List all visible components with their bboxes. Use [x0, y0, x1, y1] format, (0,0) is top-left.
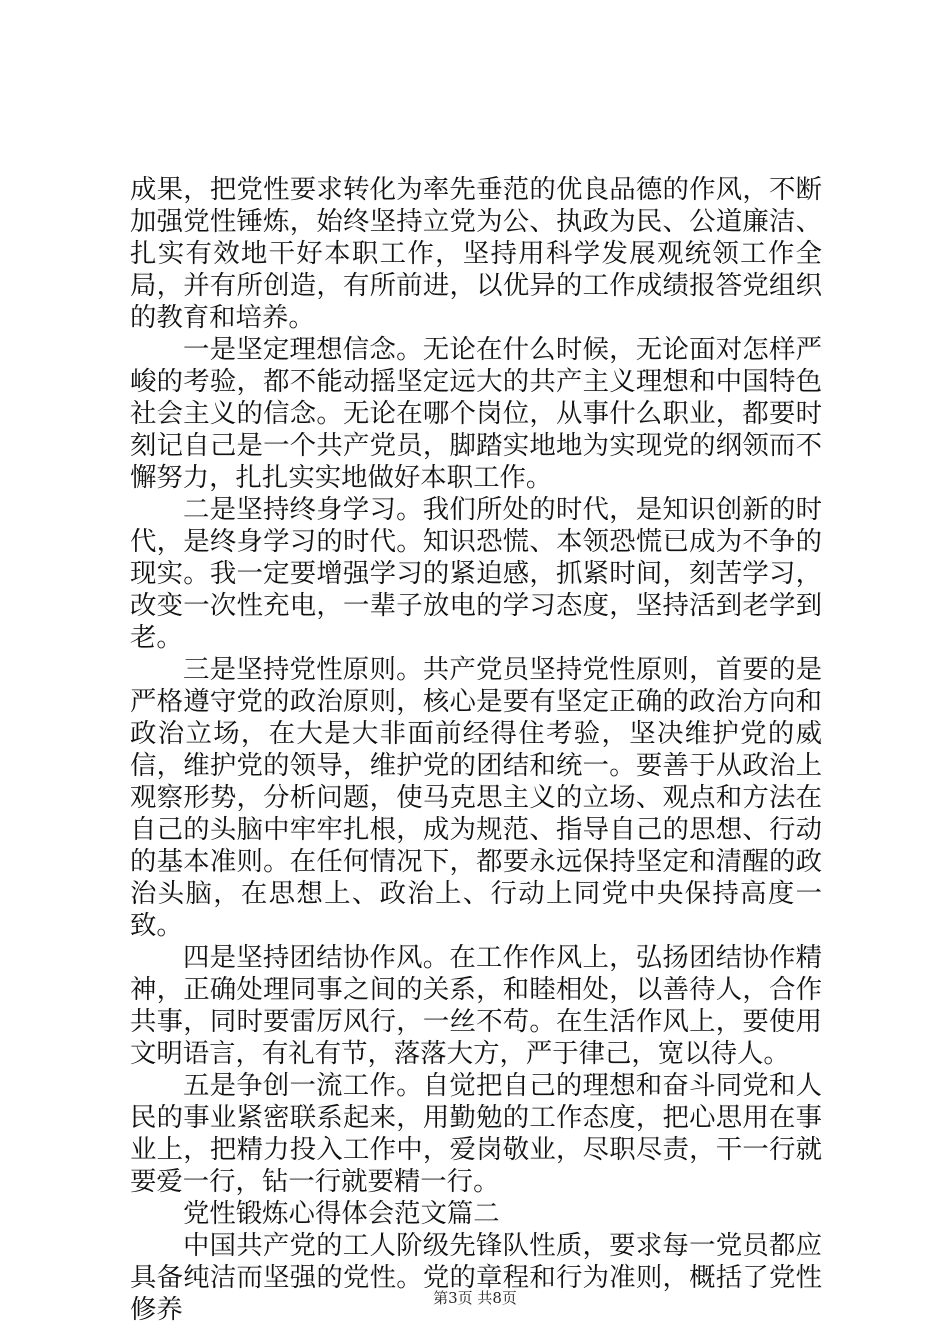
paragraph-party-principles: 三是坚持党性原则。共产党员坚持党性原则，首要的是严格遵守党的政治原则，核心是要有坚定正确的政治方向和政治立场，在大是大非面前经得住考验，坚决维护党的威信，维护党的领导，维护党的团结和统一。要善于从政治上观察形势，分析问题，使马克思主义的立场、观点和方法在自己的头脑中牢牢扎根，成为规范、指导自己的思想、行动的基本准则。在任何情况下，都要永远保持坚定和清醒的政治头脑，在思想上、政治上、行动上同党中央保持高度一致。 [130, 654, 822, 941]
paragraph-section-two-intro: 中国共产党的工人阶级先锋队性质，要求每一党员都应具备纯洁而坚强的党性。党的章程和行为准则，概括了党性修养 [130, 1230, 822, 1325]
paragraph-intro-continuation: 成果，把党性要求转化为率先垂范的优良品德的作风，不断加强党性锤炼，始终坚持立党为公、执政为民、公道廉洁、扎实有效地干好本职工作，坚持用科学发展观统领工作全局，并有所创造，有所前进，以优异的工作成绩报答党组织的教育和培养。 [130, 174, 822, 333]
document-body [130, 174, 822, 1326]
paragraph-ideals-belief: 一是坚定理想信念。无论在什么时候，无论面对怎样严峻的考验，都不能动摇坚定远大的共产主义理想和中国特色社会主义的信念。无论在哪个岗位，从事什么职业，都要时刻记自己是一个共产党员，脚踏实地地为实现党的纲领而不懈努力，扎扎实实地做好本职工作。 [130, 334, 822, 493]
section-heading: 党性锻炼心得体会范文篇二 [183, 1198, 500, 1229]
paragraph-first-class-work: 五是争创一流工作。自觉把自己的理想和奋斗同党和人民的事业紧密联系起来，用勤勉的工作态度，把心思用在事业上，把精力投入工作中，爱岗敬业，尽职尽责，干一行就要爱一行，钻一行就要精一行。 [130, 1070, 822, 1197]
paragraph-teamwork-style: 四是坚持团结协作风。在工作作风上，弘扬团结协作精神，正确处理同事之间的关系，和睦相处，以善待人，合作共事，同时要雷厉风行，一丝不苟。在生活作风上，要使用文明语言，有礼有节，落落大方，严于律己，宽以待人。 [130, 942, 822, 1069]
paragraph-lifelong-learning: 二是坚持终身学习。我们所处的时代，是知识创新的时代，是终身学习的时代。知识恐慌、本领恐慌已成为不争的现实。我一定要增强学习的紧迫感，抓紧时间，刻苦学习，改变一次性充电，一辈子放电的学习态度，坚持活到老学到老。 [130, 494, 822, 653]
page-number-footer: 第3页 共8页 [433, 1289, 517, 1307]
